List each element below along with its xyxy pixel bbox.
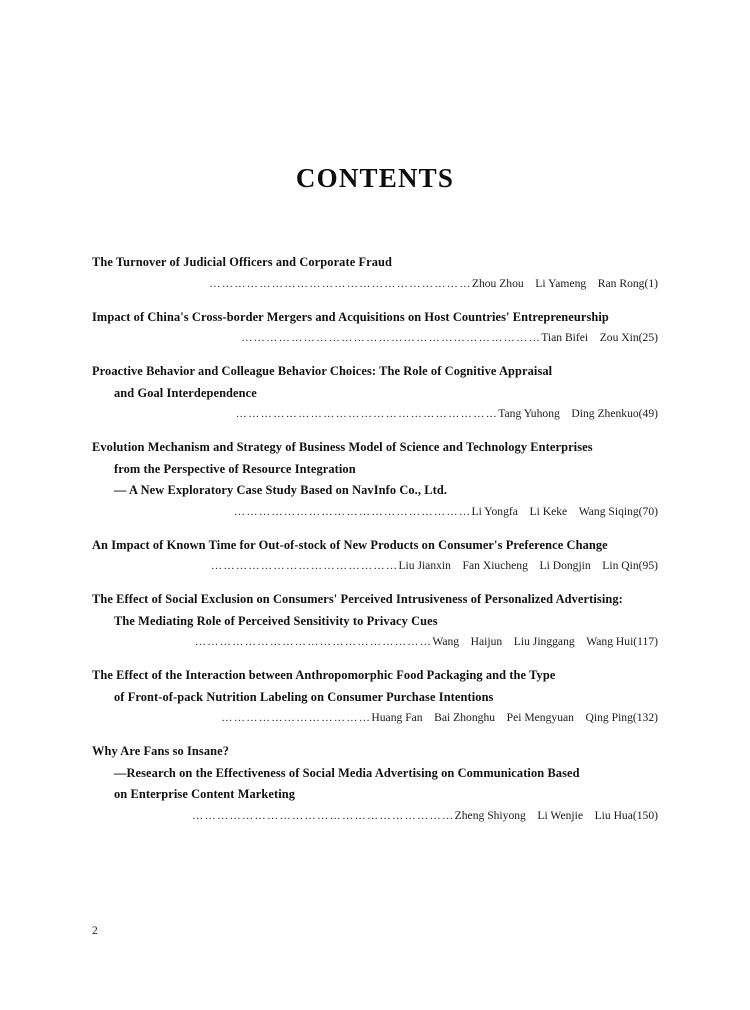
toc-entry-authors: Huang Fan Bai Zhonghu Pei Mengyuan Qing Ping(132) <box>371 711 658 724</box>
toc-title-line: Why Are Fans so Insane? <box>92 744 230 758</box>
toc-entry-authors-row <box>92 404 658 424</box>
toc-title-line: Evolution Mechanism and Strategy of Business Model of Science and Technology Enterprises <box>92 440 593 454</box>
toc-entry-title <box>92 665 658 708</box>
dot-leader: ………………………………………………… <box>194 636 433 648</box>
page-title: CONTENTS <box>295 163 455 193</box>
toc-entry-authors-row <box>92 556 658 576</box>
toc-entry-authors: Zheng Shiyong Li Wenjie Liu Hua(150) <box>454 808 658 822</box>
toc-entry[interactable] <box>92 361 658 424</box>
toc-entry-authors-row <box>92 328 658 348</box>
toc-entry[interactable] <box>92 252 658 294</box>
toc-title-line: The Mediating Role of Perceived Sensitivity to Privacy Cues <box>114 613 438 628</box>
dot-leader: ……………………………………… <box>210 560 399 572</box>
toc-entry-authors: Zhou Zhou Li Yameng Ran Rong(1) <box>471 276 658 290</box>
toc-entry-authors: Wang Haijun Liu Jinggang Wang Hui(117) <box>432 635 658 648</box>
toc-entry[interactable] <box>92 741 658 826</box>
dot-leader: ……………………………… <box>221 712 372 724</box>
dot-leader: ………………………………………………… <box>234 505 472 518</box>
toc-title-line: on Enterprise Content Marketing <box>114 787 296 801</box>
toc-entry-title <box>92 535 658 557</box>
toc-title-line: The Turnover of Judicial Officers and Corporate Fraud <box>92 255 393 269</box>
toc-entry[interactable] <box>92 437 658 522</box>
toc-title-line: Impact of China's Cross-border Mergers and Acquisitions on Host Countries' Entrepreneurship <box>92 309 609 324</box>
toc-entry-authors-row <box>92 708 658 728</box>
table-of-contents <box>92 252 658 839</box>
dot-leader: ……………………………………………………… <box>235 408 499 420</box>
page-folio: 2 <box>92 925 98 937</box>
toc-title-line: from the Perspective of Resource Integration <box>114 461 356 476</box>
toc-title-line: of Front-of-pack Nutrition Labeling on Consumer Purchase Intentions <box>114 689 494 704</box>
toc-entry[interactable] <box>92 535 658 577</box>
dot-leader: ……………………………………………………… <box>209 277 472 290</box>
toc-entry-authors: Tang Yuhong Ding Zhenkuo(49) <box>498 407 658 420</box>
toc-entry[interactable] <box>92 307 658 349</box>
toc-entry-authors: Liu Jianxin Fan Xiucheng Li Dongjin Lin Qin(95) <box>398 559 658 572</box>
toc-entry-authors-row <box>92 274 658 294</box>
toc-entry-authors-row <box>92 632 658 652</box>
dot-leader: ……………………………………………………………… <box>241 332 542 344</box>
toc-entry-authors: Li Yongfa Li Keke Wang Siqing(70) <box>471 504 658 518</box>
dot-leader: ……………………………………………………… <box>192 809 455 822</box>
toc-entry-title <box>92 741 658 806</box>
toc-entry[interactable] <box>92 665 658 728</box>
toc-title-line: —Research on the Effectiveness of Social Media Advertising on Communication Based <box>114 765 580 780</box>
toc-entry-title <box>92 589 658 632</box>
toc-entry-authors: Tian Bifei Zou Xin(25) <box>541 331 658 344</box>
toc-entry-authors-row <box>92 502 658 522</box>
toc-entry-title <box>92 361 658 404</box>
toc-entry-authors-row <box>92 806 658 826</box>
toc-title-line: and Goal Interdependence <box>114 385 257 400</box>
toc-title-line: Proactive Behavior and Colleague Behavior Choices: The Role of Cognitive Appraisal <box>92 364 553 378</box>
toc-entry[interactable] <box>92 589 658 652</box>
toc-title-line: The Effect of the Interaction between Anthropomorphic Food Packaging and the Type <box>92 668 556 682</box>
toc-title-line: — A New Exploratory Case Study Based on NavInfo Co., Ltd. <box>114 483 448 497</box>
toc-entry-title <box>92 307 658 329</box>
toc-entry-title <box>92 252 658 274</box>
toc-title-line: The Effect of Social Exclusion on Consumers' Perceived Intrusiveness of Personalized Advertising: <box>92 592 623 606</box>
toc-entry-title <box>92 437 658 502</box>
toc-title-line: An Impact of Known Time for Out-of-stock of New Products on Consumer's Preference Change <box>92 537 608 552</box>
